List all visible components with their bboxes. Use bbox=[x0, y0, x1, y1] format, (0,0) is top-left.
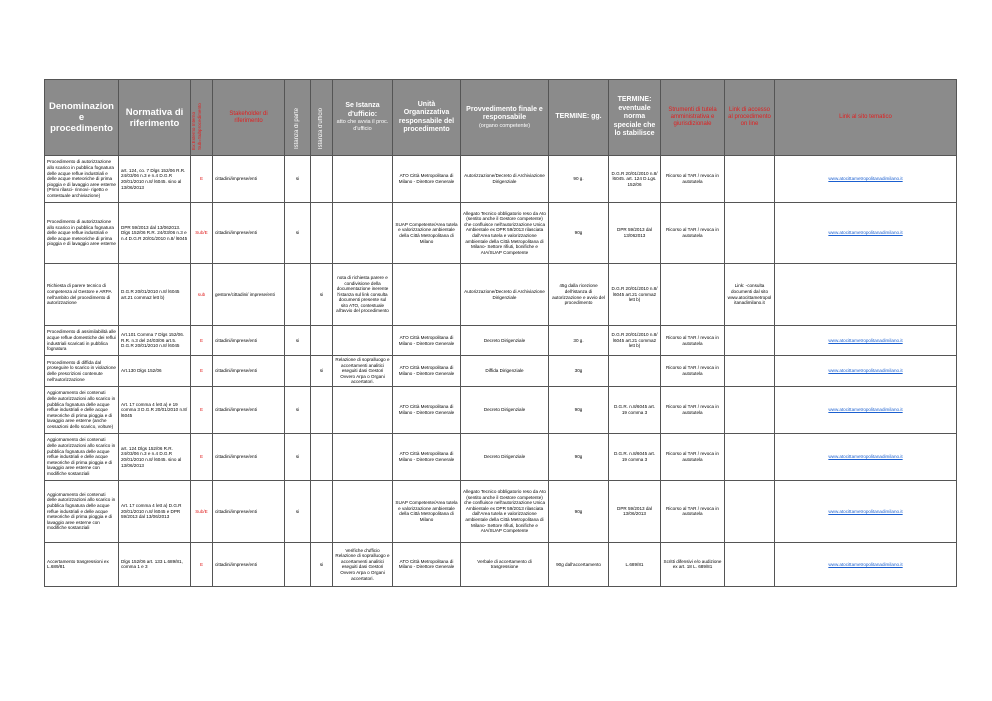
cell-istanza-ufficio bbox=[311, 326, 333, 356]
cell-link-tematico bbox=[775, 542, 957, 586]
cell-istanza-ufficio bbox=[311, 386, 333, 433]
cell-ee: E bbox=[191, 356, 213, 387]
cell-termine: 45g dalla ricezione dell'istanza di autorizzazione e avvio del procedimento bbox=[549, 264, 609, 326]
cell-strumenti: Scritti difensivi e/o audizione ex art. 18 L. 689/81 bbox=[661, 542, 725, 586]
cell-termine-eventuale: D.G.R 20/01/2010 n.8/ l6045 art.21 comma2 lett b) bbox=[609, 264, 661, 326]
cell-link-accesso bbox=[725, 326, 775, 356]
table-row bbox=[45, 203, 957, 264]
cell-istanza-parte: si bbox=[285, 386, 311, 433]
procedures-table bbox=[44, 79, 957, 587]
header-provvedimento: Provvedimento finale e responsabile (organo competente) bbox=[461, 80, 549, 156]
cell-provvedimento: Allegato Tecnico obbligatorio reso da Ato (sentito anche il Gestore competente) che confluisce nell'autorizzazione Unica Ambientale ex DPR 59/2013 rilasciata dall'Area tutela e valorizzazione ambientale della Città Metropolitana di Milano- Settore rifiuti, bonifiche e AIA/SUAP Competente bbox=[461, 480, 549, 542]
cell-provvedimento: Diffida Dirigenziale bbox=[461, 356, 549, 387]
table-row bbox=[45, 356, 957, 387]
cell-strumenti: Ricorso al TAR / revoca in autotutela bbox=[661, 386, 725, 433]
cell-stakeholder: cittadini/imprese/enti bbox=[213, 386, 285, 433]
cell-strumenti bbox=[661, 264, 725, 326]
header-normativa: Normativa di riferimento bbox=[119, 80, 191, 156]
cell-unita: ATO Città Metropolitana di Milano - Direttore Generale bbox=[393, 326, 461, 356]
cell-unita: SUAP Competente/Area tutela e valorizzazione ambientale della Città Metropolitana di Milano bbox=[393, 480, 461, 542]
cell-termine-eventuale: D.G.R. n.8/6045 art. 19 comma 3 bbox=[609, 433, 661, 480]
cell-link-accesso bbox=[725, 386, 775, 433]
procedures-table-container bbox=[44, 79, 957, 587]
cell-se-istanza bbox=[333, 386, 393, 433]
cell-normativa: art. 124 Dlgs 152/06 R.R. 24/03/06 n.3 e n.4 D.G.R 20/01/2010 n.8/ l6045. sino al 13/06/2013 bbox=[119, 433, 191, 480]
cell-link-tematico bbox=[775, 156, 957, 203]
cell-provvedimento: Autorizzazione/Decreto di Archiviazione Dirigenziale bbox=[461, 156, 549, 203]
table-row bbox=[45, 480, 957, 542]
cell-strumenti: Ricorso al TAR / revoca in autotutela bbox=[661, 203, 725, 264]
cell-ee: E bbox=[191, 433, 213, 480]
cell-stakeholder: cittadini/imprese/enti bbox=[213, 326, 285, 356]
cell-denominazione: Aggiornamento dei contenuti delle autorizzazioni allo scarico in pubblica fognatura delle acque reflue industriali e delle acque meteoriche di prima pioggia e di lavaggio aree esterne con modifiche sostanziali bbox=[45, 433, 119, 480]
cell-normativa: art. 124, co. 7 Dlgs 152/06 R.R. 24/03/06 n.3 e n.4 D.G.R 20/01/2010 n.8/ l6045. sino al 13/06/2013 bbox=[119, 156, 191, 203]
cell-ee: E bbox=[191, 542, 213, 586]
cell-istanza-parte bbox=[285, 542, 311, 586]
cell-ee: Sub/E bbox=[191, 203, 213, 264]
cell-istanza-parte: si bbox=[285, 326, 311, 356]
cell-stakeholder: cittadini/imprese/enti bbox=[213, 356, 285, 387]
cell-se-istanza: nota di richiesta parere e condivisione della documentazione inerente l'istanza sul link consulta documenti presente sul sito ATO, contestuale all'avvio del procedimento bbox=[333, 264, 393, 326]
cell-istanza-ufficio bbox=[311, 156, 333, 203]
cell-denominazione: Aggiornamento dei contenuti delle autorizzazioni allo scarico in pubblica fognatura delle acque reflue industriali e delle acque meteoriche di prima pioggia e di lavaggio aree esterne (anche cessazioni dello scarico, volture) bbox=[45, 386, 119, 433]
cell-link-tematico bbox=[775, 356, 957, 387]
cell-denominazione: Procedimento di assimilabilità alle acque reflue domestiche dei reflui industriali scaricati in pubblica fognatura bbox=[45, 326, 119, 356]
cell-link-tematico bbox=[775, 433, 957, 480]
table-row bbox=[45, 433, 957, 480]
cell-termine-eventuale: DPR 59/2013 dal 13/06/2013 bbox=[609, 480, 661, 542]
header-denominazione: Denominazione procedimento bbox=[45, 80, 119, 156]
cell-termine: 30g bbox=[549, 356, 609, 387]
header-termine: TERMINE: gg. bbox=[549, 80, 609, 156]
cell-istanza-ufficio bbox=[311, 480, 333, 542]
cell-strumenti: Ricorso al TAR / revoca in autotutela bbox=[661, 480, 725, 542]
cell-termine-eventuale: D.G.R 20/01/2010 n.8/ l6045. art. 124 D.Lgs. 152/06 bbox=[609, 156, 661, 203]
cell-se-istanza bbox=[333, 480, 393, 542]
header-istanza-parte: Istanza di parte bbox=[285, 80, 311, 156]
cell-istanza-parte: si bbox=[285, 433, 311, 480]
cell-link-accesso bbox=[725, 203, 775, 264]
header-link-accesso: Link di accesso al procedimento on line bbox=[725, 80, 775, 156]
site-link[interactable]: www.atocittametropolitanadimilano.it bbox=[828, 454, 903, 460]
cell-se-istanza: Relazione di sopralluogo e accertamenti analitici eseguiti dasi Gestori Ovvero Arpa o Organi accertatori. bbox=[333, 356, 393, 387]
cell-termine: 90g bbox=[549, 386, 609, 433]
cell-denominazione: Accertamento trasgressioni ex L.689/81 bbox=[45, 542, 119, 586]
cell-stakeholder: gestore/cittadini/ imprese/enti bbox=[213, 264, 285, 326]
site-link[interactable]: www.atocittametropolitanadimilano.it bbox=[828, 561, 903, 567]
cell-normativa: Art.101 Comma 7 Dlgs 152/06. R.R. n.3 del 24/03/06 art.5. D.G.R 20/01/2010 n.8/ l6045 bbox=[119, 326, 191, 356]
cell-istanza-parte bbox=[285, 356, 311, 387]
header-link-tematico: Link al sito tematico bbox=[775, 80, 957, 156]
site-link[interactable]: www.atocittametropolitanadimilano.it bbox=[828, 508, 903, 514]
cell-se-istanza bbox=[333, 203, 393, 264]
cell-stakeholder: cittadini/imprese/enti bbox=[213, 203, 285, 264]
cell-denominazione: Procedimento di autorizzazione allo scarico in pubblica fognatura delle acque reflue industriali e delle acque meteoriche di prima pioggia e di lavaggio aree esterne (Primi rilasci- rinnovi- rigetto e contestuale archiviazione) bbox=[45, 156, 119, 203]
cell-denominazione: Procedimento di diffida dal proseguire lo scarico in violazione delle prescrizioni contenute nell'autorizzazione bbox=[45, 356, 119, 387]
cell-se-istanza bbox=[333, 326, 393, 356]
cell-istanza-ufficio bbox=[311, 433, 333, 480]
table-row bbox=[45, 542, 957, 586]
cell-ee: E bbox=[191, 326, 213, 356]
header-stakeholder: Stakeholder di riferimento bbox=[213, 80, 285, 156]
cell-unita: ATO Città Metropolitana di Milano - Direttore Generale bbox=[393, 156, 461, 203]
cell-link-accesso: Link: -consulta documenti dal sito www.atocittametropol itanadimilano.it bbox=[725, 264, 775, 326]
cell-provvedimento: Decreto Dirigenziale bbox=[461, 326, 549, 356]
cell-normativa: D.G.R 20/01/2010 n.8/ l6045 art.21 comma2 lett b) bbox=[119, 264, 191, 326]
cell-termine: 90g bbox=[549, 433, 609, 480]
cell-provvedimento: Verbale di accertamento di trasgressione bbox=[461, 542, 549, 586]
cell-termine: 90g bbox=[549, 203, 609, 264]
cell-link-tematico bbox=[775, 264, 957, 326]
header-istanza-ufficio: Istanza d'ufficio bbox=[311, 80, 333, 156]
cell-termine: 90g bbox=[549, 480, 609, 542]
cell-denominazione: Procedimento di autorizzazione allo scarico in pubblica fognatura delle acque reflue industriali e delle acque meteoriche di prima pioggia e di lavaggio aree esterne bbox=[45, 203, 119, 264]
cell-termine-eventuale: L.689/81 bbox=[609, 542, 661, 586]
site-link[interactable]: www.atocittametropolitanadimilano.it bbox=[828, 337, 903, 343]
cell-link-tematico bbox=[775, 203, 957, 264]
cell-termine: 90g dall'accertamento bbox=[549, 542, 609, 586]
cell-ee: E bbox=[191, 156, 213, 203]
cell-provvedimento: Allegato Tecnico obbligatorio reso da Ato (sentito anche il Gestore competente) che confluisce nell'autorizzazione Unica Ambientale ex DPR 59/2013 rilasciata dall'Area tutela e valorizzazione ambientale della Città Metropolitana di Milano- Settore rifiuti, bonifiche e AIA/SUAP Competente bbox=[461, 203, 549, 264]
cell-unita: SUAP Competente/Area tutela e valorizzazione ambientale della Città Metropolitana di Milano bbox=[393, 203, 461, 264]
cell-unita: ATO Città Metropolitana di Milano - Direttore Generale bbox=[393, 386, 461, 433]
cell-termine-eventuale: D.G.R 20/01/2010 n.8/ l6045 art.21 comma2 lett b) bbox=[609, 326, 661, 356]
table-row bbox=[45, 264, 957, 326]
header-unita: Unità Organizzativa responsabile del procedimento bbox=[393, 80, 461, 156]
cell-istanza-ufficio: si bbox=[311, 542, 333, 586]
header-row bbox=[45, 80, 957, 156]
cell-denominazione: Richiesta di parere tecnico di competenza al Gestore e ARPA nell'ambito del procedimento di autorizzazione bbox=[45, 264, 119, 326]
header-se-istanza: Se Istanza d'ufficio: atto che avvia il proc. d'ufficio bbox=[333, 80, 393, 156]
cell-ee: Sub/E bbox=[191, 480, 213, 542]
cell-stakeholder: cittadini/imprese/enti bbox=[213, 156, 285, 203]
cell-istanza-ufficio bbox=[311, 203, 333, 264]
cell-strumenti: Ricorso al TAR / revoca in autotutela bbox=[661, 433, 725, 480]
cell-se-istanza bbox=[333, 433, 393, 480]
site-link[interactable]: www.atocittametropolitanadimilano.it bbox=[828, 407, 903, 413]
cell-istanza-parte: si bbox=[285, 203, 311, 264]
cell-strumenti: Ricorso al TAR / revoca in autotutela bbox=[661, 326, 725, 356]
table-row bbox=[45, 326, 957, 356]
cell-normativa: Art. 17 comma 4 lett a) e 19 comma 3 D.G.R 20/01/2010 n.8/ l6045 bbox=[119, 386, 191, 433]
cell-denominazione: Aggiornamento dei contenuti delle autorizzazioni allo scarico in pubblica fognatura delle acque reflue industriali e delle acque meteoriche di prima pioggia e di lavaggio aree esterne con modifiche sostanziali bbox=[45, 480, 119, 542]
cell-provvedimento: Autorizzazione/Decreto di Archiviazione Dirigenziale bbox=[461, 264, 549, 326]
cell-ee: sub bbox=[191, 264, 213, 326]
cell-strumenti: Ricorso al TAR / revoca in autotutela bbox=[661, 156, 725, 203]
cell-link-accesso bbox=[725, 480, 775, 542]
cell-stakeholder: cittadini/imprese/enti bbox=[213, 542, 285, 586]
site-link[interactable]: www.atocittametropolitanadimilano.it bbox=[828, 230, 903, 236]
header-ee: Ex:Esterno Interno Sub=Subprocedimento bbox=[191, 80, 213, 156]
cell-strumenti: Ricorso al TAR / revoca in autotutela bbox=[661, 356, 725, 387]
header-strumenti: Strumenti di tutela amministrativa e giurisdizionale bbox=[661, 80, 725, 156]
cell-termine: 30 g. bbox=[549, 326, 609, 356]
cell-link-accesso bbox=[725, 156, 775, 203]
cell-normativa: Art.130 Dlgs 152/06 bbox=[119, 356, 191, 387]
cell-se-istanza bbox=[333, 156, 393, 203]
cell-link-tematico bbox=[775, 480, 957, 542]
cell-normativa: Art. 17 comma 4 lett a) D.G.R 20/01/2010 n.8/ l6045 e DPR 59/2013 dal 13/06/2013 bbox=[119, 480, 191, 542]
cell-stakeholder: cittadini/imprese/enti bbox=[213, 480, 285, 542]
cell-istanza-ufficio: si bbox=[311, 264, 333, 326]
cell-ee: E bbox=[191, 386, 213, 433]
cell-unita: ATO Città Metropolitana di Milano - Direttore Generale bbox=[393, 433, 461, 480]
cell-provvedimento: Decreto Dirigenziale bbox=[461, 386, 549, 433]
table-body bbox=[45, 156, 957, 587]
cell-se-istanza: Verifiche d'ufficio Relazione di sopralluogo e accertamenti analitici eseguiti dasi Gestori Ovvero Arpa o Organi accertatori. bbox=[333, 542, 393, 586]
cell-termine: 90 g. bbox=[549, 156, 609, 203]
cell-link-tematico bbox=[775, 386, 957, 433]
site-link[interactable]: www.atocittametropolitanadimilano.it bbox=[828, 176, 903, 182]
cell-istanza-parte: si bbox=[285, 480, 311, 542]
table-row bbox=[45, 156, 957, 203]
cell-link-accesso bbox=[725, 433, 775, 480]
table-row bbox=[45, 386, 957, 433]
cell-termine-eventuale: D.G.R. n.8/6045 art. 19 comma 3 bbox=[609, 386, 661, 433]
cell-link-accesso bbox=[725, 356, 775, 387]
cell-provvedimento: Decreto Dirigenziale bbox=[461, 433, 549, 480]
cell-unita: ATO Città Metropolitana di Milano - Direttore Generale bbox=[393, 356, 461, 387]
cell-termine-eventuale bbox=[609, 356, 661, 387]
cell-normativa: DPR 59/2013 dal 13/062013. Dlgs 152/06 R.R. 24/03/06 n.3 e n.4 D.G.R 20/01/2010 n.8/ l6045 bbox=[119, 203, 191, 264]
cell-termine-eventuale: DPR 59/2013 dal 13/062013 bbox=[609, 203, 661, 264]
cell-unita: ATO Città Metropolitana di Milano - Direttore Generale bbox=[393, 542, 461, 586]
header-termine-eventuale: TERMINE: eventuale norma speciale che lo stabilisce bbox=[609, 80, 661, 156]
cell-unita bbox=[393, 264, 461, 326]
cell-istanza-ufficio: si bbox=[311, 356, 333, 387]
site-link[interactable]: www.atocittametropolitanadimilano.it bbox=[828, 368, 903, 374]
cell-link-accesso bbox=[725, 542, 775, 586]
cell-istanza-parte: si bbox=[285, 156, 311, 203]
cell-stakeholder: cittadini/imprese/enti bbox=[213, 433, 285, 480]
cell-normativa: Dlgs 152/06 art. 133 L.689/81, comma 1 e 3 bbox=[119, 542, 191, 586]
cell-istanza-parte bbox=[285, 264, 311, 326]
cell-link-tematico bbox=[775, 326, 957, 356]
